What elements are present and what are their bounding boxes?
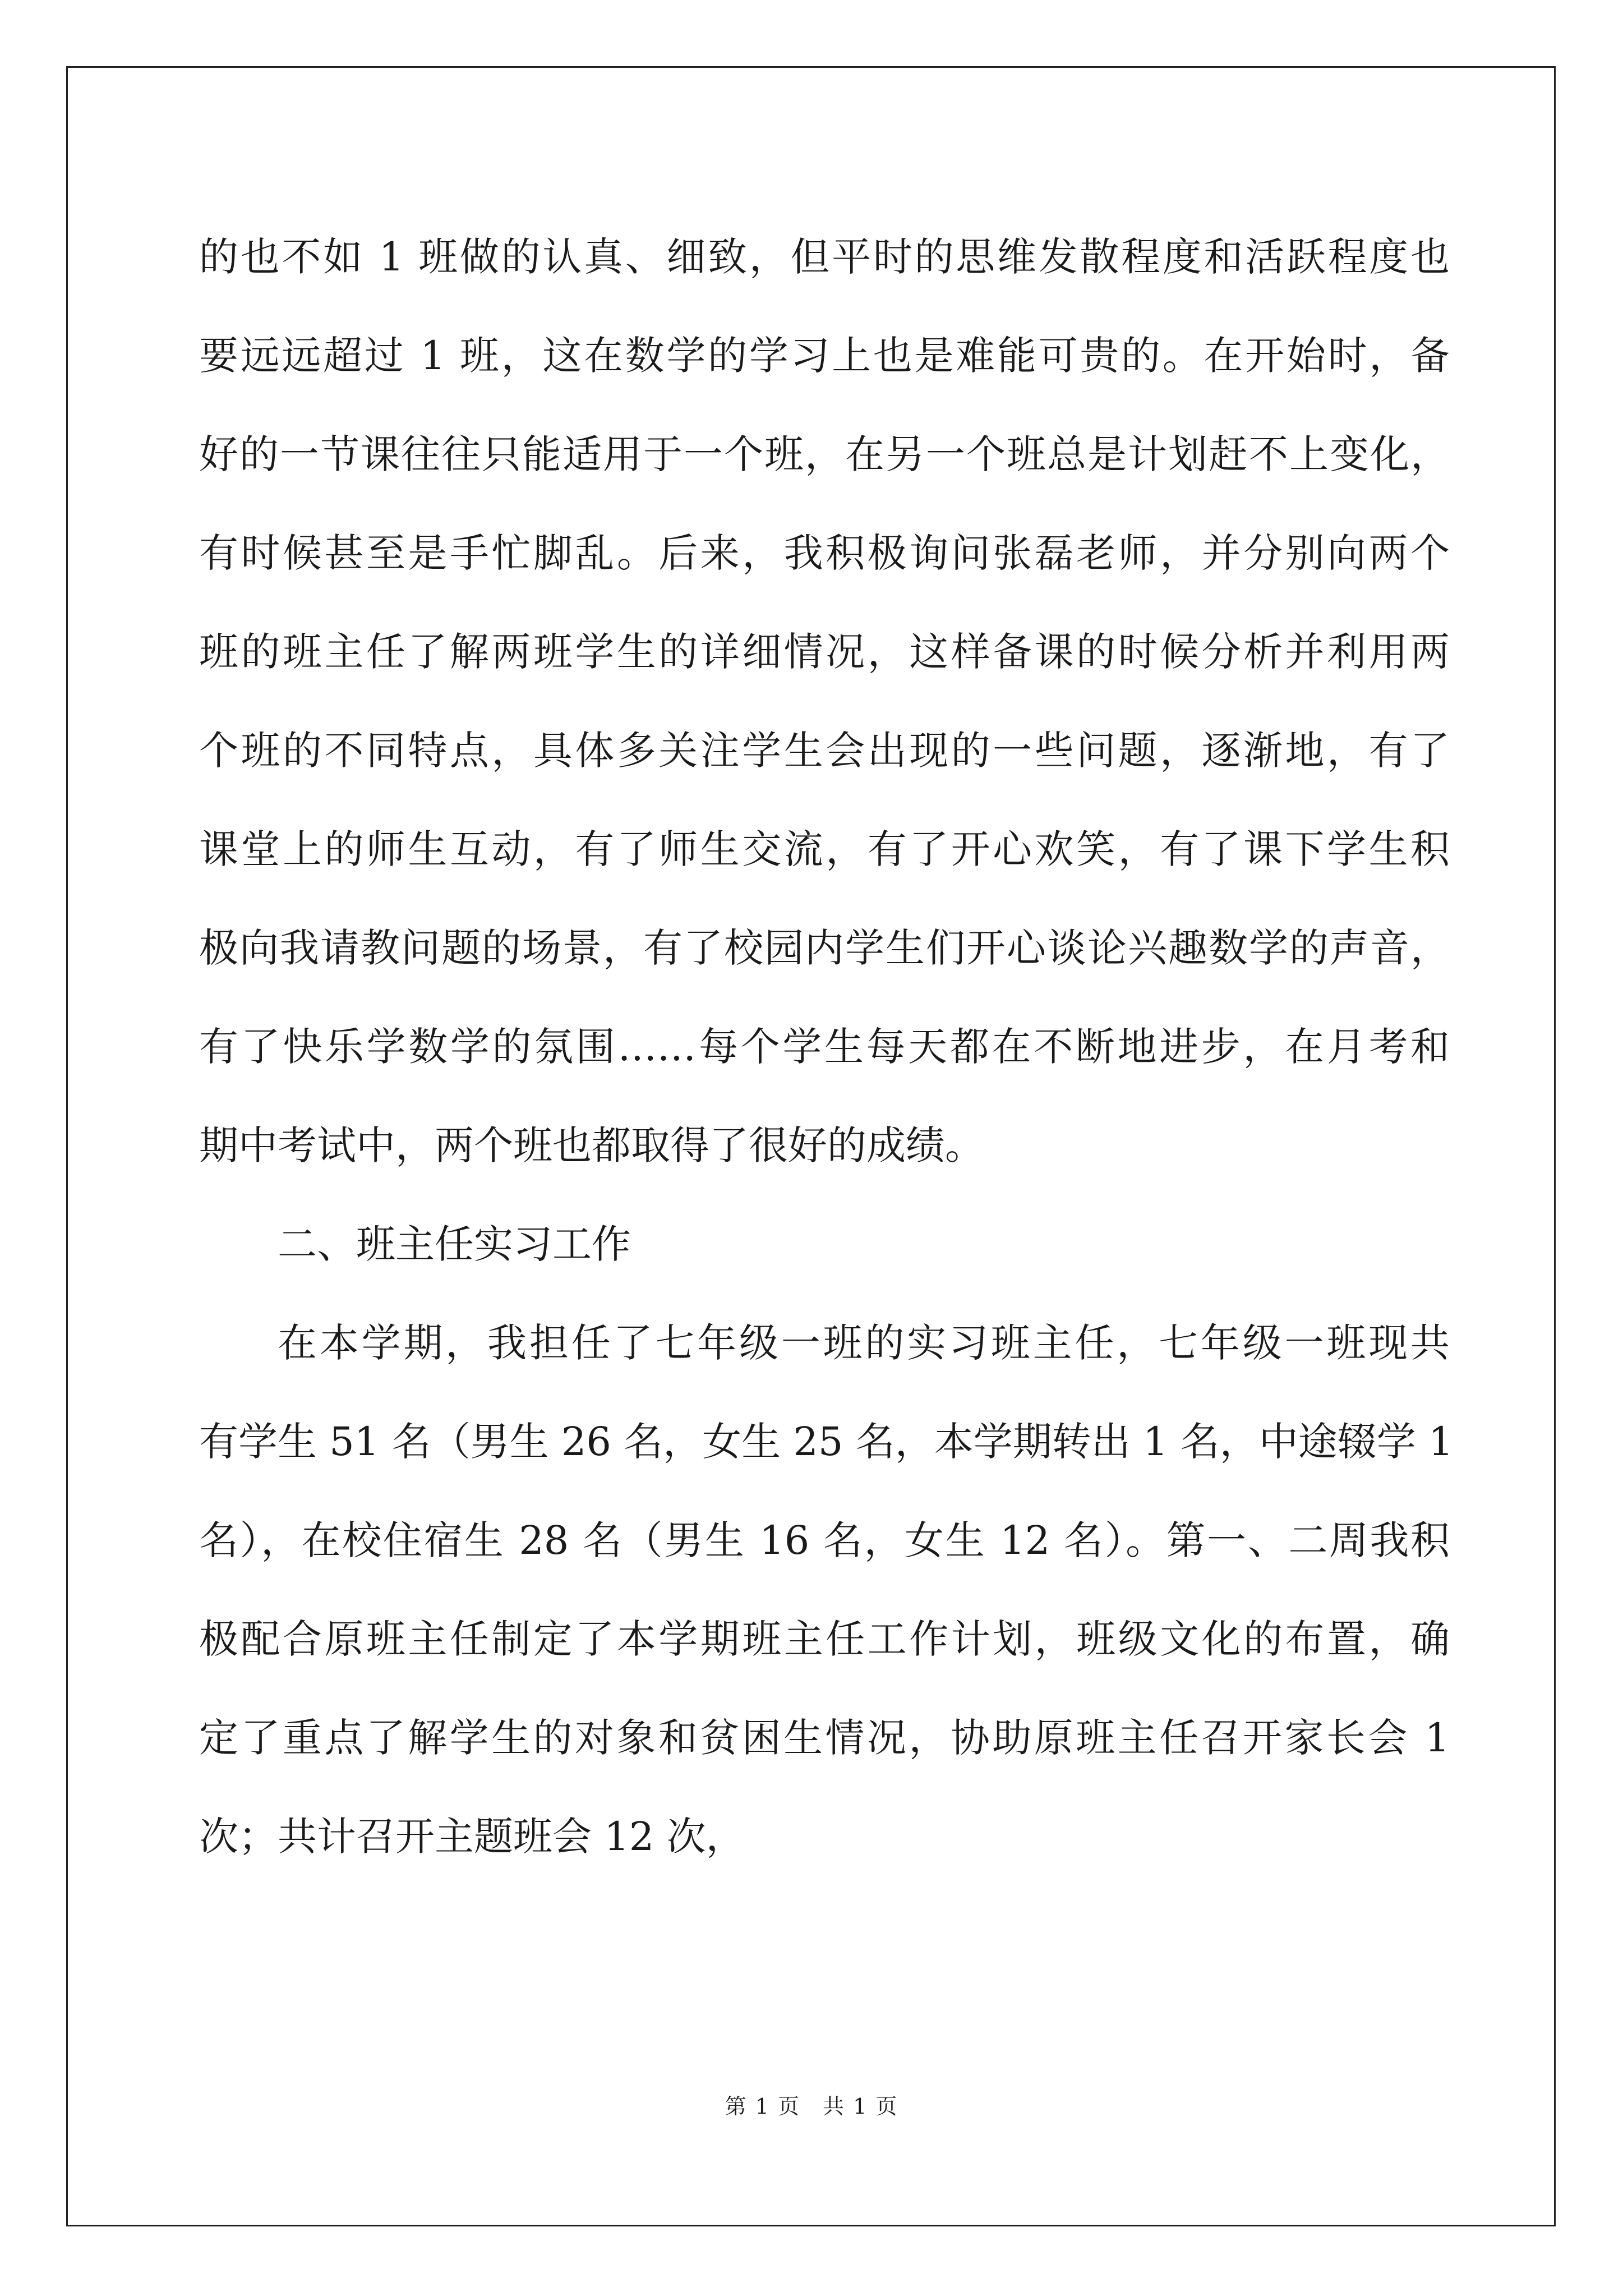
body-line: 课堂上的师生互动，有了师生交流，有了开心欢笑，有了课下学生积 <box>199 826 1450 872</box>
body-line: 在本学期，我担任了七年级一班的实习班主任，七年级一班现共 <box>278 1320 1450 1366</box>
body-line: 要远远超过 1 班，这在数学的学习上也是难能可贵的。在开始时，备 <box>199 333 1450 379</box>
body-line: 有时候甚至是手忙脚乱。后来，我积极询问张磊老师，并分别向两个 <box>199 530 1450 576</box>
body-line: 好的一节课往往只能适用于一个班，在另一个班总是计划赶不上变化， <box>199 431 1450 477</box>
body-line: 名），在校住宿生 28 名（男生 16 名，女生 12 名）。第一、二周我积 <box>199 1517 1450 1563</box>
body-line: 定了重点了解学生的对象和贫困生情况，协助原班主任召开家长会 1 <box>199 1715 1450 1761</box>
body-line: 的也不如 1 班做的认真、细致，但平时的思维发散程度和活跃程度也 <box>199 234 1450 280</box>
body-line: 个班的不同特点，具体多关注学生会出现的一些问题，逐渐地，有了 <box>199 728 1450 774</box>
document-body <box>199 208 1454 1886</box>
body-line: 极配合原班主任制定了本学期班主任工作计划，班级文化的布置，确 <box>199 1616 1450 1662</box>
page-number-footer: 第 1 页 共 1 页 <box>725 2094 898 2119</box>
body-line: 期中考试中，两个班也都取得了很好的成绩。 <box>199 1122 984 1168</box>
body-line: 班的班主任了解两班学生的详细情况，这样备课的时候分析并利用两 <box>199 629 1450 675</box>
section-heading: 二、班主任实习工作 <box>278 1221 631 1267</box>
body-line: 有了快乐学数学的氛围……每个学生每天都在不断地进步，在月考和 <box>199 1024 1450 1070</box>
body-line: 极向我请教问题的场景，有了校园内学生们开心谈论兴趣数学的声音， <box>199 925 1450 971</box>
body-line: 有学生 51 名（男生 26 名，女生 25 名，本学期转出 1 名，中途辍学 1 <box>199 1419 1454 1465</box>
body-line: 次；共计召开主题班会 12 次， <box>199 1814 745 1860</box>
